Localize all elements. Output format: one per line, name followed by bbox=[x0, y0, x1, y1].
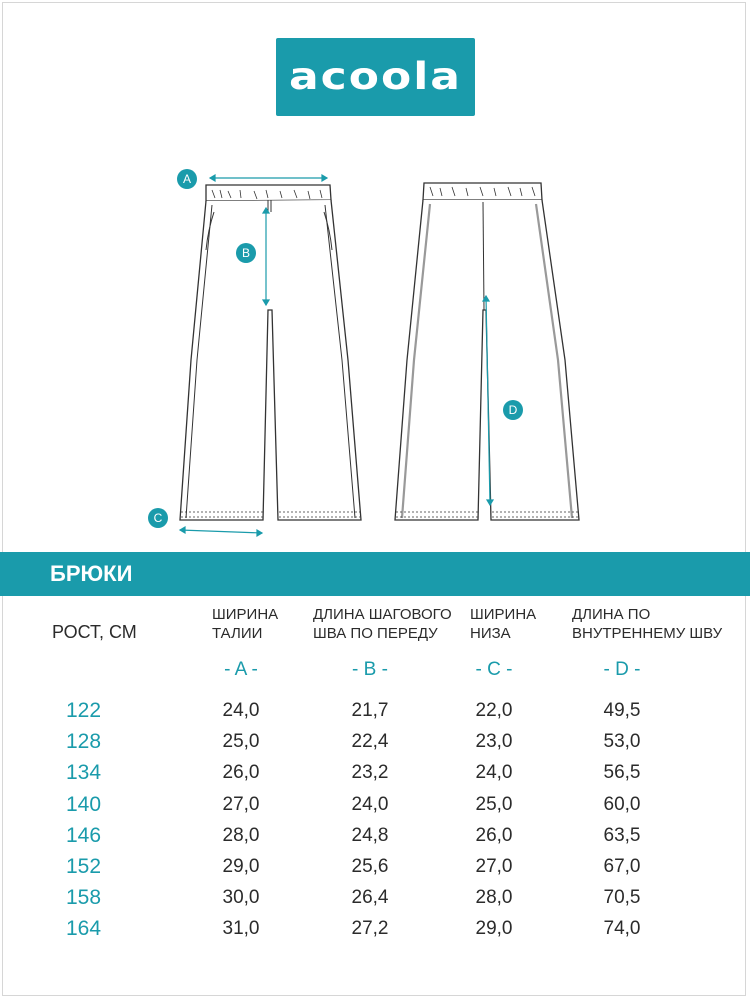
table-row bbox=[0, 886, 750, 916]
pants-illustration bbox=[0, 150, 750, 550]
row-value: 74,0 bbox=[603, 918, 641, 940]
col-a-letter: - A - bbox=[224, 659, 258, 680]
row-value: 25,0 bbox=[222, 731, 260, 753]
table-row bbox=[0, 793, 750, 823]
table-row bbox=[0, 730, 750, 760]
row-height: 140 bbox=[66, 792, 102, 816]
section-title: БРЮКИ bbox=[50, 561, 133, 586]
row-value: 24,8 bbox=[351, 824, 389, 846]
brand-logo bbox=[276, 38, 475, 116]
row-value: 28,0 bbox=[222, 824, 260, 846]
row-value: 29,0 bbox=[475, 918, 513, 940]
row-value: 28,0 bbox=[475, 887, 513, 909]
marker-c: C bbox=[148, 508, 168, 528]
row-height: 158 bbox=[66, 886, 102, 910]
row-value: 70,5 bbox=[603, 887, 641, 909]
row-height: 152 bbox=[66, 855, 102, 878]
col-a-header-line2: ТАЛИИ bbox=[212, 625, 263, 642]
table-row bbox=[0, 699, 750, 729]
table-row bbox=[0, 917, 750, 947]
row-value: 24,0 bbox=[475, 762, 513, 784]
col-b-header-line1: ДЛИНА ШАГОВОГО bbox=[313, 606, 452, 623]
row-value: 25,6 bbox=[351, 856, 389, 877]
row-value: 60,0 bbox=[603, 793, 641, 815]
marker-d: D bbox=[503, 400, 523, 420]
row-value: 30,0 bbox=[222, 887, 260, 909]
row-value: 27,0 bbox=[222, 793, 260, 815]
table-row bbox=[0, 761, 750, 791]
row-value: 27,2 bbox=[351, 918, 389, 940]
row-value: 25,0 bbox=[475, 793, 513, 815]
row-value: 49,5 bbox=[603, 700, 641, 721]
col-a-header-line1: ШИРИНА bbox=[212, 606, 279, 623]
row-value: 26,0 bbox=[475, 824, 513, 846]
row-height: 164 bbox=[66, 917, 102, 941]
row-value: 53,0 bbox=[603, 731, 641, 753]
row-height: 122 bbox=[66, 699, 102, 722]
col-d-letter: - D - bbox=[603, 659, 641, 680]
row-value: 23,2 bbox=[351, 762, 389, 784]
row-value: 26,0 bbox=[222, 762, 260, 784]
row-value: 29,0 bbox=[222, 856, 260, 877]
col-c-letter: - C - bbox=[475, 659, 513, 680]
row-value: 24,0 bbox=[351, 793, 389, 815]
row-value: 22,4 bbox=[351, 731, 389, 753]
brand-logo-text: acoola bbox=[288, 54, 462, 99]
pants-front-view bbox=[180, 185, 361, 520]
marker-a: A bbox=[177, 169, 197, 189]
row-height: 134 bbox=[66, 761, 102, 785]
row-height: 128 bbox=[66, 730, 102, 754]
col-b-header bbox=[313, 605, 452, 643]
row-value: 27,0 bbox=[475, 856, 513, 877]
row-value: 56,5 bbox=[603, 762, 641, 784]
row-height: 146 bbox=[66, 823, 102, 847]
row-value: 67,0 bbox=[603, 856, 641, 877]
col-c-header-line2: НИЗА bbox=[470, 625, 511, 642]
section-banner bbox=[0, 552, 750, 596]
col-c-header bbox=[470, 605, 536, 643]
marker-b: B bbox=[236, 243, 256, 263]
col-b-header-line2: ШВА ПО ПЕРЕДУ bbox=[313, 625, 438, 642]
col-d-header-line2: ВНУТРЕННЕМУ ШВУ bbox=[572, 625, 723, 642]
height-header: РОСТ, СМ bbox=[52, 622, 137, 642]
row-value: 63,5 bbox=[603, 824, 641, 846]
col-d-header bbox=[572, 605, 722, 643]
col-c-header-line1: ШИРИНА bbox=[470, 606, 537, 623]
row-value: 31,0 bbox=[222, 918, 260, 940]
col-d-header-line1: ДЛИНА ПО bbox=[572, 606, 651, 623]
row-value: 22,0 bbox=[475, 700, 513, 721]
row-value: 23,0 bbox=[475, 731, 513, 753]
col-a-header bbox=[212, 605, 278, 643]
table-row bbox=[0, 824, 750, 854]
row-value: 26,4 bbox=[351, 887, 389, 909]
table-row bbox=[0, 855, 750, 885]
col-b-letter: - B - bbox=[352, 659, 388, 680]
row-value: 21,7 bbox=[351, 700, 389, 721]
row-value: 24,0 bbox=[222, 700, 260, 721]
